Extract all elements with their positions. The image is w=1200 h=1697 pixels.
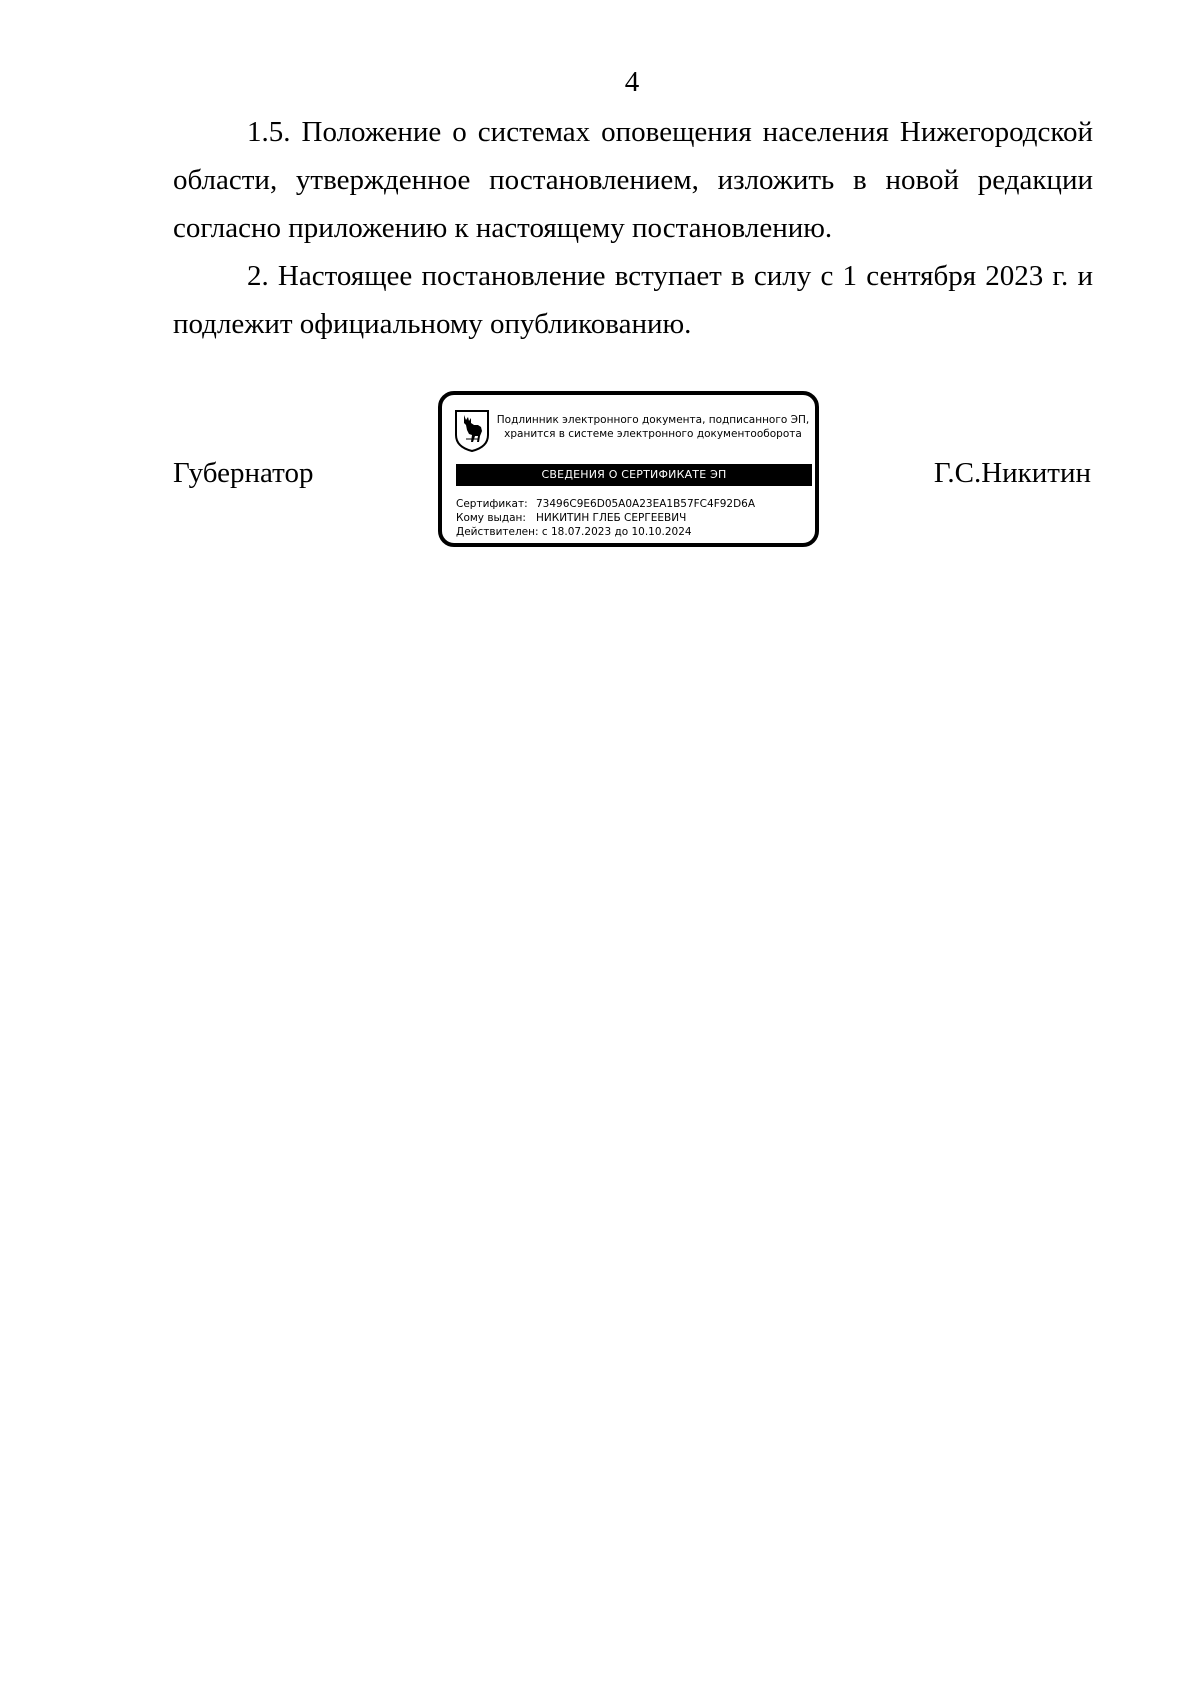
signatory-position: Губернатор — [173, 457, 314, 489]
stamp-header — [494, 413, 812, 441]
issued-to-value: НИКИТИН ГЛЕБ СЕРГЕЕВИЧ — [536, 512, 687, 524]
electronic-signature-stamp — [438, 391, 819, 547]
stamp-certificate-details — [456, 497, 755, 539]
coat-of-arms-icon — [454, 409, 490, 453]
certificate-value: 73496C9E6D05A0A23EA1B57FC4F92D6A — [536, 498, 756, 510]
certificate-label: Сертификат: — [456, 498, 528, 510]
signatory-name: Г.С.Никитин — [933, 457, 1091, 489]
stamp-header-line-2: хранится в системе электронного документооборота — [504, 428, 802, 440]
validity-label: Действителен: — [456, 526, 539, 538]
paragraph-item-1-5: 1.5. Положение о системах оповещения населения Нижегородской области, утвержденное постановлением, изложить в новой редакции согласно приложению к настоящему постановлению. — [173, 116, 1093, 244]
validity-value: с 18.07.2023 до 10.10.2024 — [541, 526, 692, 538]
issued-to-row — [456, 511, 755, 525]
paragraph-item-2: 2. Настоящее постановление вступает в силу с 1 сентября 2023 г. и подлежит официальному опубликованию. — [173, 260, 1093, 340]
certificate-row — [456, 497, 755, 511]
issued-to-label: Кому выдан: — [456, 512, 526, 524]
page-number: 4 — [624, 66, 640, 98]
stamp-certificate-title: СВЕДЕНИЯ О СЕРТИФИКАТЕ ЭП — [456, 464, 812, 486]
stamp-header-line-1: Подлинник электронного документа, подписанного ЭП, — [496, 414, 810, 426]
validity-row — [456, 525, 755, 539]
